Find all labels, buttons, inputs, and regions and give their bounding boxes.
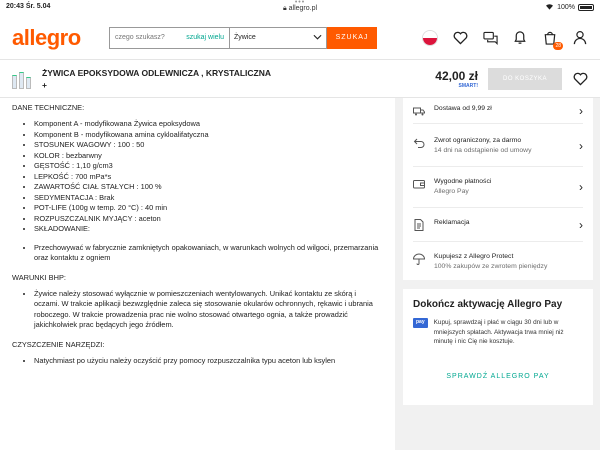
- price-block: [435, 69, 478, 89]
- search-button[interactable]: SZUKAJ: [327, 27, 377, 49]
- smart-badge: SMART!: [458, 82, 478, 89]
- delivery-info-card: [403, 98, 593, 280]
- protect-title: Kupujesz z Allegro Protect: [434, 253, 514, 260]
- returns-subtitle: 14 dni na odstąpienie od umowy: [434, 147, 532, 154]
- header-icons: [422, 30, 588, 49]
- chevron-right-icon: ›: [579, 217, 583, 232]
- category-value: Żywice: [234, 34, 256, 41]
- list-item: • STOSUNEK WAGOWY : 100 : 50: [34, 140, 383, 151]
- cart-icon[interactable]: [542, 30, 561, 49]
- product-title-plus: +: [42, 79, 47, 90]
- shipping-row[interactable]: [413, 98, 583, 124]
- allegro-pay-logo: pay: [413, 318, 428, 328]
- payments-subtitle: Allegro Pay: [434, 188, 469, 195]
- language-flag-icon[interactable]: [422, 30, 438, 46]
- pay-heading: Dokończ aktywację Allegro Pay: [413, 299, 563, 310]
- sidebar: [403, 98, 593, 405]
- address-bar[interactable]: [0, 5, 600, 13]
- list-item: • ZAWARTOŚĆ CIAŁ STAŁYCH : 100 %: [34, 182, 383, 193]
- status-time: 20:43 Śr. 5.04: [6, 3, 51, 10]
- list-item: • Przechowywać w fabrycznie zamkniętych opakowaniach, w warunkach wolnych od wilgoci, przemarzania oraz kontaktu z ogniem: [34, 243, 383, 264]
- returns-title: Zwrot ograniczony, za darmo: [434, 137, 522, 144]
- shipping-label: Dostawa od 9,99 zł: [434, 105, 492, 112]
- document-icon: [413, 219, 425, 231]
- status-bar: [0, 0, 600, 16]
- product-price: 42,00 zł: [435, 68, 478, 83]
- storage-list: [34, 243, 383, 264]
- product-bar: [0, 60, 600, 98]
- user-icon[interactable]: [572, 30, 588, 46]
- bhp-list: [34, 289, 383, 331]
- return-arrow-icon: [413, 137, 425, 149]
- bell-icon[interactable]: [512, 30, 528, 46]
- product-description: [0, 98, 395, 450]
- search-multiple-link[interactable]: szukaj wielu: [186, 34, 224, 41]
- list-item: • SKŁADOWANIE:: [34, 224, 383, 235]
- complaints-label: Reklamacja: [434, 219, 470, 226]
- returns-row[interactable]: [413, 124, 583, 167]
- search-placeholder: czego szukasz?: [115, 34, 165, 41]
- chevron-right-icon: ›: [579, 180, 583, 194]
- check-allegro-pay-link[interactable]: SPRAWDŹ ALLEGRO PAY: [446, 372, 550, 380]
- list-item: • LEPKOŚĆ : 700 mPa*s: [34, 172, 383, 183]
- category-select[interactable]: [230, 28, 326, 48]
- payments-title: Wygodne płatności: [434, 178, 492, 185]
- list-item: • SEDYMENTACJA : Brak: [34, 193, 383, 204]
- product-actions: [435, 68, 588, 90]
- protect-subtitle: 100% zakupów ze zwrotem pieniędzy: [434, 263, 548, 270]
- heart-icon[interactable]: [572, 71, 588, 87]
- tab-dots[interactable]: •••: [294, 0, 306, 6]
- list-item: • Komponent A - modyfikowana Żywica epoksydowa: [34, 119, 383, 130]
- cart-count-badge: 28: [555, 42, 561, 49]
- list-item: • GĘSTOŚĆ : 1,10 g/cm3: [34, 161, 383, 172]
- protect-row[interactable]: [413, 242, 583, 280]
- product-title: [42, 67, 271, 91]
- allegro-logo[interactable]: allegro: [12, 24, 81, 50]
- product-thumbnail[interactable]: [12, 69, 32, 89]
- battery-icon: [578, 4, 594, 11]
- status-right: [545, 3, 594, 12]
- umbrella-icon: [413, 253, 425, 265]
- page-content: [0, 98, 600, 450]
- list-item: • Komponent B - modyfikowana amina cykloalifatyczna: [34, 130, 383, 141]
- lock-icon: 🔒︎: [282, 5, 287, 12]
- cleaning-list: [34, 356, 383, 367]
- wallet-icon: [413, 178, 425, 190]
- tech-heading: DANE TECHNICZNE:: [12, 103, 85, 112]
- list-item: • POT-LIFE (100g w temp. 20 °C) : 40 min: [34, 203, 383, 214]
- battery-percent: 100%: [557, 4, 575, 11]
- list-item: • Natychmiast po użyciu należy oczyścić przy pomocy rozpuszczalnika typu aceton lub ksylen: [34, 356, 383, 367]
- messages-icon[interactable]: [482, 30, 498, 46]
- allegro-pay-card: [403, 289, 593, 405]
- add-to-cart-button[interactable]: DO KOSZYKA: [488, 68, 562, 90]
- chevron-right-icon: ›: [579, 139, 583, 153]
- pay-description: Kupuj, sprawdzaj i płać w ciągu 30 dni lub w mniejszych spłatach. Aktywacja trwa mniej niż minutę i nic Cię nie kosztuje.: [433, 319, 564, 345]
- chevron-down-icon: [313, 34, 322, 42]
- product-title-text: ŻYWICA EPOKSYDOWA ODLEWNICZA , KRYSTALICZNA: [42, 67, 272, 78]
- search-box: [109, 27, 327, 49]
- list-item: • Żywice należy stosować wyłącznie w pomieszczeniach wentylowanych. Unikać kontaktu ze skórą i oczami. W trakcie aplikacji bezwzględnie zaleca się stosowanie okularów ochronnych, rękawic i ubrania roboczego. W trakcie prowadzenia prac nie wolno stosować otwartego ognia, a także prowadzić jakichkolwiek prac będących jego źródłem.: [34, 289, 383, 331]
- tech-list: [34, 119, 383, 235]
- cleaning-heading: CZYSZCZENIE NARZĘDZI:: [12, 339, 105, 349]
- site-header: [0, 16, 600, 60]
- chevron-right-icon: ›: [579, 103, 583, 118]
- list-item: • ROZPUSZCZALNIK MYJĄCY : aceton: [34, 214, 383, 225]
- list-item: • KOLOR : bezbarwny: [34, 151, 383, 162]
- heart-icon[interactable]: [452, 30, 468, 46]
- url-text: allegro.pl: [288, 5, 318, 12]
- complaints-row[interactable]: [413, 208, 583, 242]
- truck-icon: [413, 105, 425, 117]
- payments-row[interactable]: [413, 167, 583, 208]
- bhp-heading: WARUNKI BHP:: [12, 272, 66, 282]
- wifi-icon: [545, 3, 554, 12]
- search-input[interactable]: [110, 28, 230, 48]
